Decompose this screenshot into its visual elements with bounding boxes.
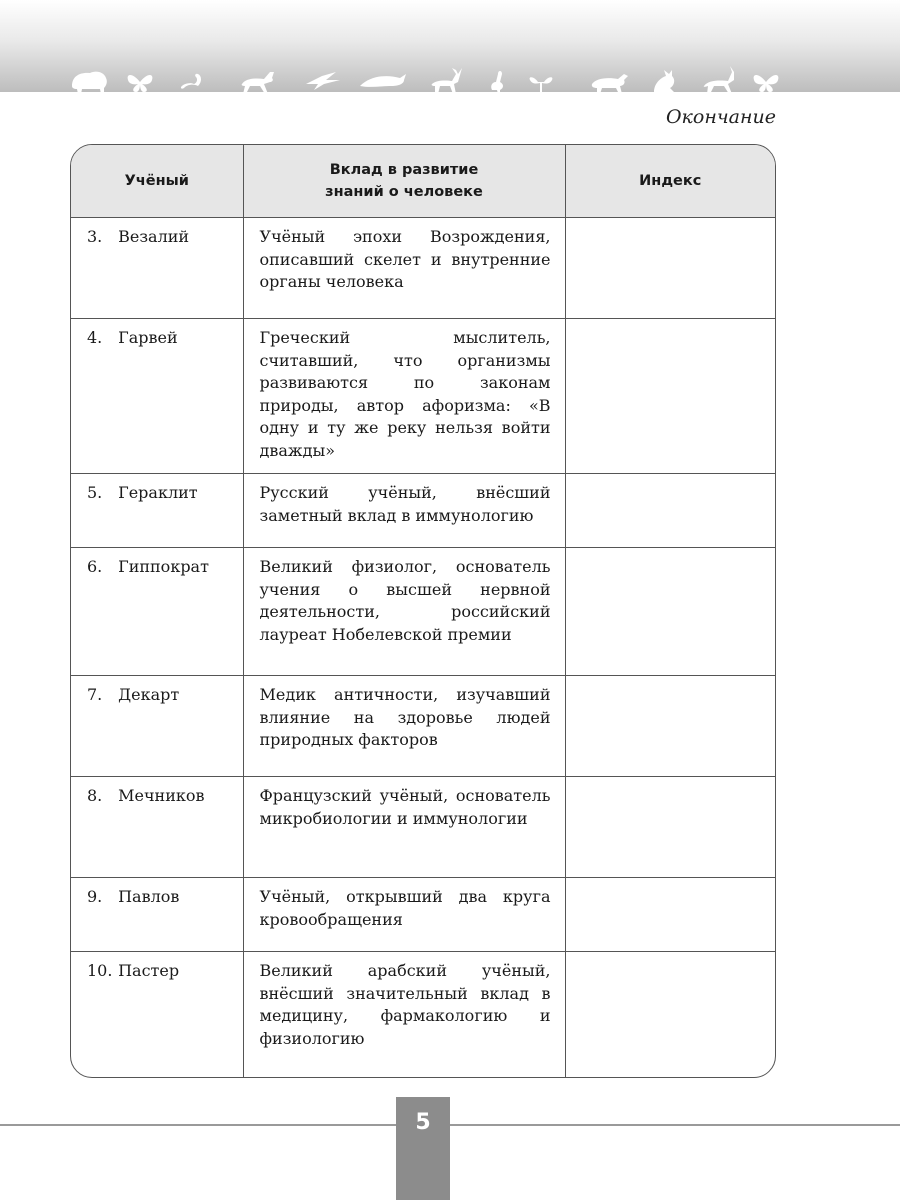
continuation-label: Окончание [665, 106, 776, 128]
dolphin-icon [360, 74, 406, 87]
index-cell[interactable] [565, 319, 775, 474]
contribution-cell: Русский учёный, внёсший заметный вклад в иммунологию [243, 474, 565, 548]
bull-icon [592, 74, 628, 94]
scientist-cell [71, 777, 243, 878]
contribution-cell: Греческий мыслитель, считавший, что организмы развиваются по законам природы, автор афоризма: «В одну и ту же реку нельзя войти дважды» [243, 319, 565, 474]
swallow-icon [306, 72, 340, 90]
scientist-name: Декарт [118, 685, 180, 704]
index-cell[interactable] [565, 548, 775, 676]
table-row [71, 474, 775, 548]
scientist-name: Павлов [118, 887, 180, 906]
table-row [71, 218, 775, 319]
butterfly-icon [754, 75, 779, 92]
footer-rule [0, 1124, 900, 1126]
header-scientist: Учёный [71, 145, 243, 218]
contribution-cell: Великий арабский учёный, внёсший значительный вклад в медицину, фармакологию и физиологию [243, 952, 565, 1078]
butterfly-icon [128, 75, 153, 92]
contribution-cell: Великий физиолог, основатель учения о высшей нервной деятельности, российский лауреат Нобелевской премии [243, 548, 565, 676]
scientist-name: Везалий [118, 227, 190, 246]
scientist-name: Гиппократ [118, 557, 209, 576]
animal-silhouettes [60, 62, 800, 96]
index-cell[interactable] [565, 474, 775, 548]
row-number: 3. [87, 227, 103, 246]
table-row [71, 952, 775, 1078]
contribution-cell: Французский учёный, основатель микробиологии и иммунологии [243, 777, 565, 878]
deer-icon [432, 68, 462, 94]
index-cell[interactable] [565, 218, 775, 319]
scientist-name: Мечников [118, 786, 205, 805]
index-cell[interactable] [565, 952, 775, 1078]
scientist-cell [71, 218, 243, 319]
antelope-icon [704, 66, 734, 94]
scientist-cell [71, 474, 243, 548]
row-number: 8. [87, 786, 103, 805]
index-cell[interactable] [565, 878, 775, 952]
table-row [71, 676, 775, 777]
row-number: 6. [87, 557, 103, 576]
table-header-row [71, 145, 775, 218]
row-number: 4. [87, 328, 103, 347]
header-index: Индекс [565, 145, 775, 218]
header-contribution-line1: Вклад в развитие [329, 162, 479, 178]
table-row [71, 319, 775, 474]
scientist-name: Пастер [118, 961, 180, 980]
scientist-cell [71, 676, 243, 777]
scientist-name: Гераклит [118, 483, 198, 502]
scientist-cell [71, 952, 243, 1078]
horse-icon [242, 72, 274, 94]
scientist-cell [71, 319, 243, 474]
contribution-cell: Учёный эпохи Возрождения, описавший скелет и внутренние органы человека [243, 218, 565, 319]
heron-icon [491, 71, 503, 94]
header-contribution [243, 145, 565, 218]
bison-icon [72, 72, 107, 94]
scientist-name: Гарвей [118, 328, 178, 347]
row-number: 10. [87, 961, 113, 980]
index-cell[interactable] [565, 777, 775, 878]
scientist-cell [71, 548, 243, 676]
contribution-cell: Учёный, открывший два круга кровообращения [243, 878, 565, 952]
insect-icon [530, 77, 553, 92]
page-number: 5 [396, 1097, 450, 1200]
scorpion-icon [181, 74, 201, 89]
row-number: 7. [87, 685, 103, 704]
contribution-cell: Медик античности, изучавший влияние на здоровье людей природных факторов [243, 676, 565, 777]
scientist-cell [71, 878, 243, 952]
index-cell[interactable] [565, 676, 775, 777]
scientists-table [70, 144, 776, 1078]
table-row [71, 548, 775, 676]
row-number: 9. [87, 887, 103, 906]
table-row [71, 878, 775, 952]
header-contribution-line2: знаний о человеке [325, 184, 483, 200]
row-number: 5. [87, 483, 103, 502]
cat-icon [654, 70, 676, 94]
table-row [71, 777, 775, 878]
